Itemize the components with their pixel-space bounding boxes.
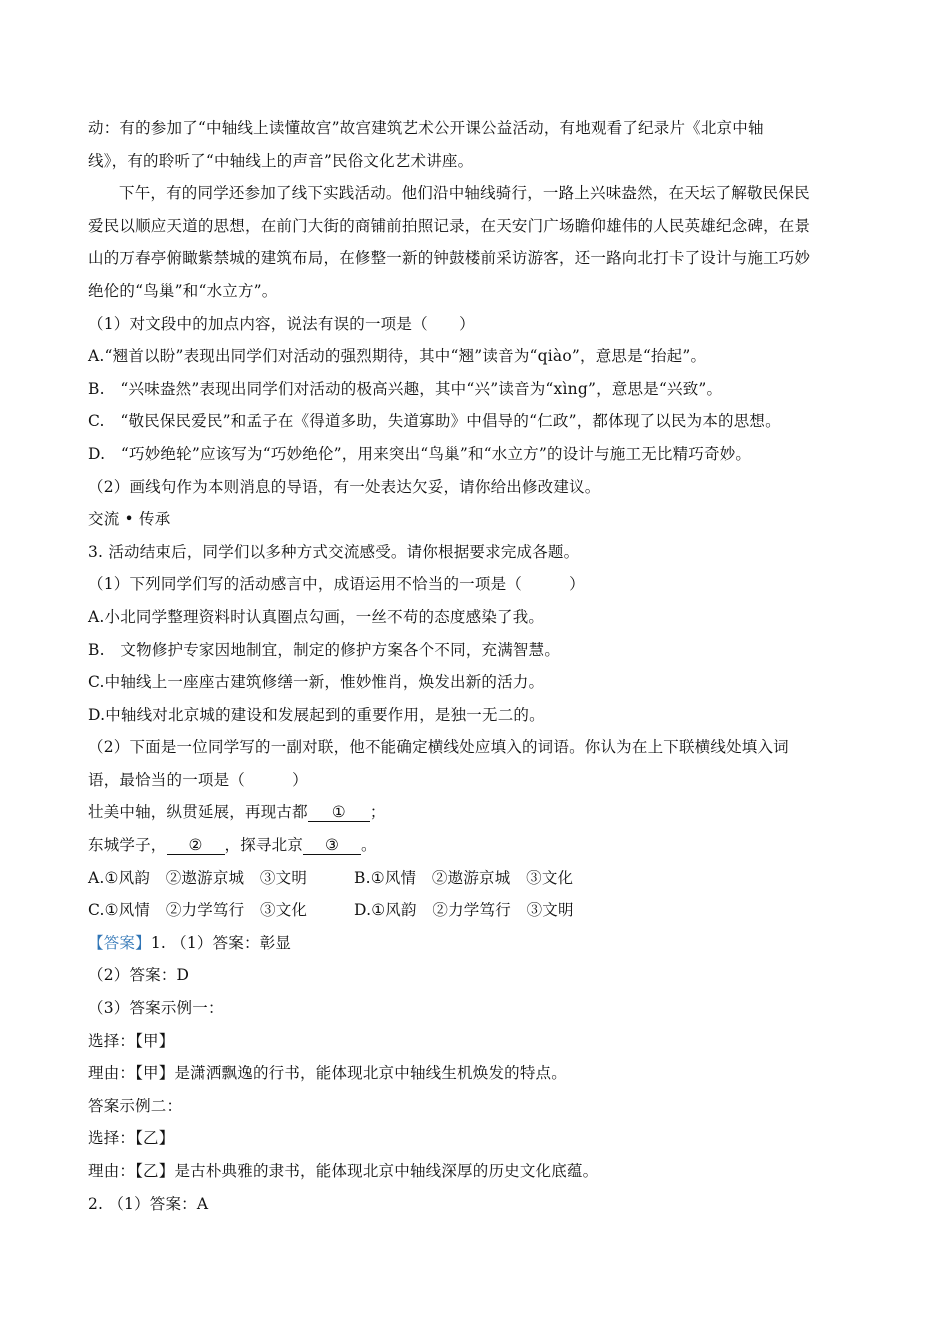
option-d: D. “巧妙绝轮”应该写为“巧妙绝伦”，用来突出“鸟巢”和“水立方”的设计与施工无比精巧奇妙。 [88,444,752,463]
paragraph-line: 山的万春亭俯瞰紫禁城的建筑布局，在修整一新的钟鼓楼前采访游客，还一路向北打卡了设计与施工巧妙 [88,249,811,268]
couplet-text: 。 [361,836,377,855]
section-title: 交流 • 传承 [88,510,171,529]
answer-line: 理由：【甲】是潇洒飘逸的行书，能体现北京中轴线生机焕发的特点。 [88,1064,567,1083]
couplet-text: 东城学子， [88,836,167,855]
choice-a: A.①风韵 ②遨游京城 ③文明 [88,868,308,887]
blank-2: ② [167,836,225,855]
option-a: A.“翘首以盼”表现出同学们对活动的强烈期待，其中“翘”读音为“qiào”，意思是“抬起”。 [88,347,707,366]
choice-d: D.①风韵 ②力学笃行 ③文明 [354,901,574,920]
couplet-text: 壮美中轴，纵贯延展，再现古都 [88,803,308,822]
paragraph-line: 绝伦的“鸟巢”和“水立方”。 [88,281,278,300]
choice-b: B.①风情 ②遨游京城 ③文化 [354,868,574,887]
answer-line: 理由：【乙】是古朴典雅的隶书，能体现北京中轴线深厚的历史文化底蕴。 [88,1162,599,1180]
option-b: B. 文物修护专家因地制宜，制定的修护方案各个不同，充满智慧。 [88,640,561,659]
question-sub: （1）对文段中的加点内容，说法有误的一项是（ ） [88,314,475,333]
couplet-lower [88,829,868,862]
paragraph-line: 下午，有的同学还参加了线下实践活动。他们沿中轴线骑行，一路上兴味盎然，在天坛了解敬民保民 [119,184,810,203]
couplet-text: ，探寻北京 [224,836,304,855]
blank-1: ① [308,803,370,822]
question-sub: 语，最恰当的一项是（ ） [88,770,308,789]
option-d: D.中轴线对北京城的建设和发展起到的重要作用，是独一无二的。 [88,705,545,724]
question-stem: 3. 活动结束后，同学们以多种方式交流感受。请你根据要求完成各题。 [88,542,580,561]
question-sub: （2）下面是一位同学写的一副对联，他不能确定横线处应填入的词语。你认为在上下联横线处填入词 [88,738,789,757]
option-c: C. “敬民保民爱民”和孟子在《得道多助，失道寡助》中倡导的“仁政”，都体现了以民为本的思想。 [88,412,781,431]
paragraph-line: 线》，有的聆听了“中轴线上的声音”民俗文化艺术讲座。 [88,151,474,170]
answer-line: 选择：【甲】 [88,1031,175,1050]
choice-c: C.①风情 ②力学笃行 ③文化 [88,901,308,920]
paragraph-line: 动：有的参加了“中轴线上读懂故宫”故宫建筑艺术公开课公益活动，有地观看了纪录片《北京中轴 [88,119,764,137]
answer-line: 2. （1）答案：A [88,1194,209,1213]
answer-line: （2）答案：D [88,966,190,985]
choice-row [88,862,868,895]
answer-line: 答案示例二： [88,1096,183,1115]
option-a: A.小北同学整理资料时认真圈点勾画，一丝不苟的态度感染了我。 [88,607,545,626]
document-page [88,112,868,1220]
answer-line: （3）答案示例一： [88,999,224,1018]
question-sub: （1）下列同学们写的活动感言中，成语运用不恰当的一项是（ ） [88,575,585,594]
answer-text: 1. （1）答案：彰显 [150,933,292,952]
couplet-upper [88,796,868,829]
answer-line [88,927,868,960]
blank-3: ③ [303,836,361,855]
choice-row [88,894,868,927]
answer-tag: 【答案】 [88,933,151,952]
couplet-text: ； [369,803,386,822]
option-c: C.中轴线上一座座古建筑修缮一新，惟妙惟肖，焕发出新的活力。 [88,673,545,692]
answer-line: 选择：【乙】 [88,1129,175,1148]
option-b: B. “兴味盎然”表现出同学们对活动的极高兴趣，其中“兴”读音为“xìng”，意思是“兴致”。 [88,379,723,398]
paragraph-line: 爱民以顺应天道的思想，在前门大街的商铺前拍照记录，在天安门广场瞻仰雄伟的人民英雄纪念碑，在景 [88,216,811,235]
question-sub: （2）画线句作为本则消息的导语，有一处表达欠妥，请你给出修改建议。 [88,477,601,496]
